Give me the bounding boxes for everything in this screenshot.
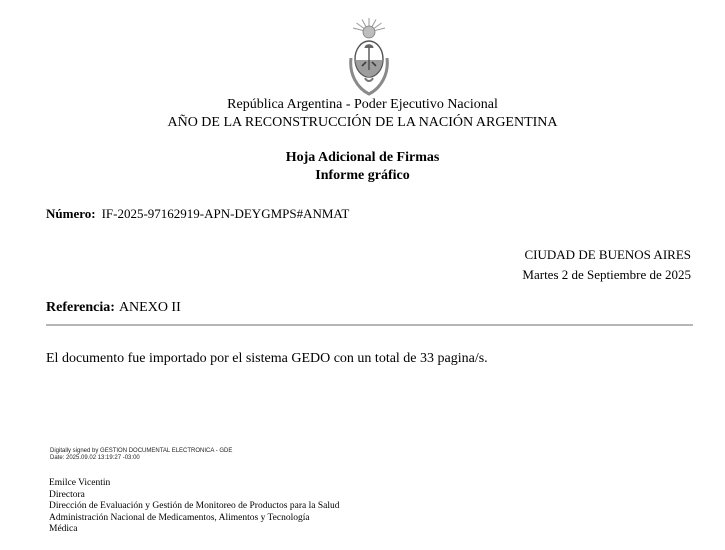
date: Martes 2 de Septiembre de 2025 (522, 267, 691, 282)
digital-signature-date: Date: 2025.09.02 13:19:27 -03:00 (50, 455, 140, 461)
reference (46, 300, 181, 316)
reference-value: ANEXO II (118, 300, 181, 315)
signer-block (49, 478, 339, 536)
document-subtitle: Informe gráfico (315, 168, 410, 183)
signer-name: Emilce Vicentin (49, 478, 111, 488)
divider (46, 324, 693, 326)
digital-signature-line: Digitally signed by GESTION DOCUMENTAL ELECTRONICA - GDE (50, 448, 233, 454)
signer-role: Directora (49, 489, 85, 500)
reference-label: Referencia: (46, 300, 115, 315)
signer-department: Dirección de Evaluación y Gestión de Monitoreo de Productos para la Salud (49, 501, 340, 511)
place-date-block (522, 245, 691, 285)
signer-agency: Administración Nacional de Medicamentos, Alimentos y Tecnología (49, 512, 310, 523)
document-title: Hoja Adicional de Firmas (285, 150, 440, 165)
coat-of-arms-icon (343, 16, 395, 98)
city: CIUDAD DE BUENOS AIRES (524, 247, 691, 262)
document-number-value: IF-2025-97162919-APN-DEYGMPS#ANMAT (101, 206, 350, 221)
government-line: República Argentina - Poder Ejecutivo Nacional (227, 97, 498, 112)
document-number-label: Número: (46, 206, 96, 221)
digital-signature-stamp (50, 448, 232, 462)
signer-agency-cont: Médica (49, 524, 78, 534)
document-number (46, 206, 349, 222)
body-text: El documento fue importado por el sistema GEDO con un total de 33 pagina/s. (46, 351, 488, 366)
year-motto: AÑO DE LA RECONSTRUCCIÓN DE LA NACIÓN ARGENTINA (167, 115, 558, 130)
